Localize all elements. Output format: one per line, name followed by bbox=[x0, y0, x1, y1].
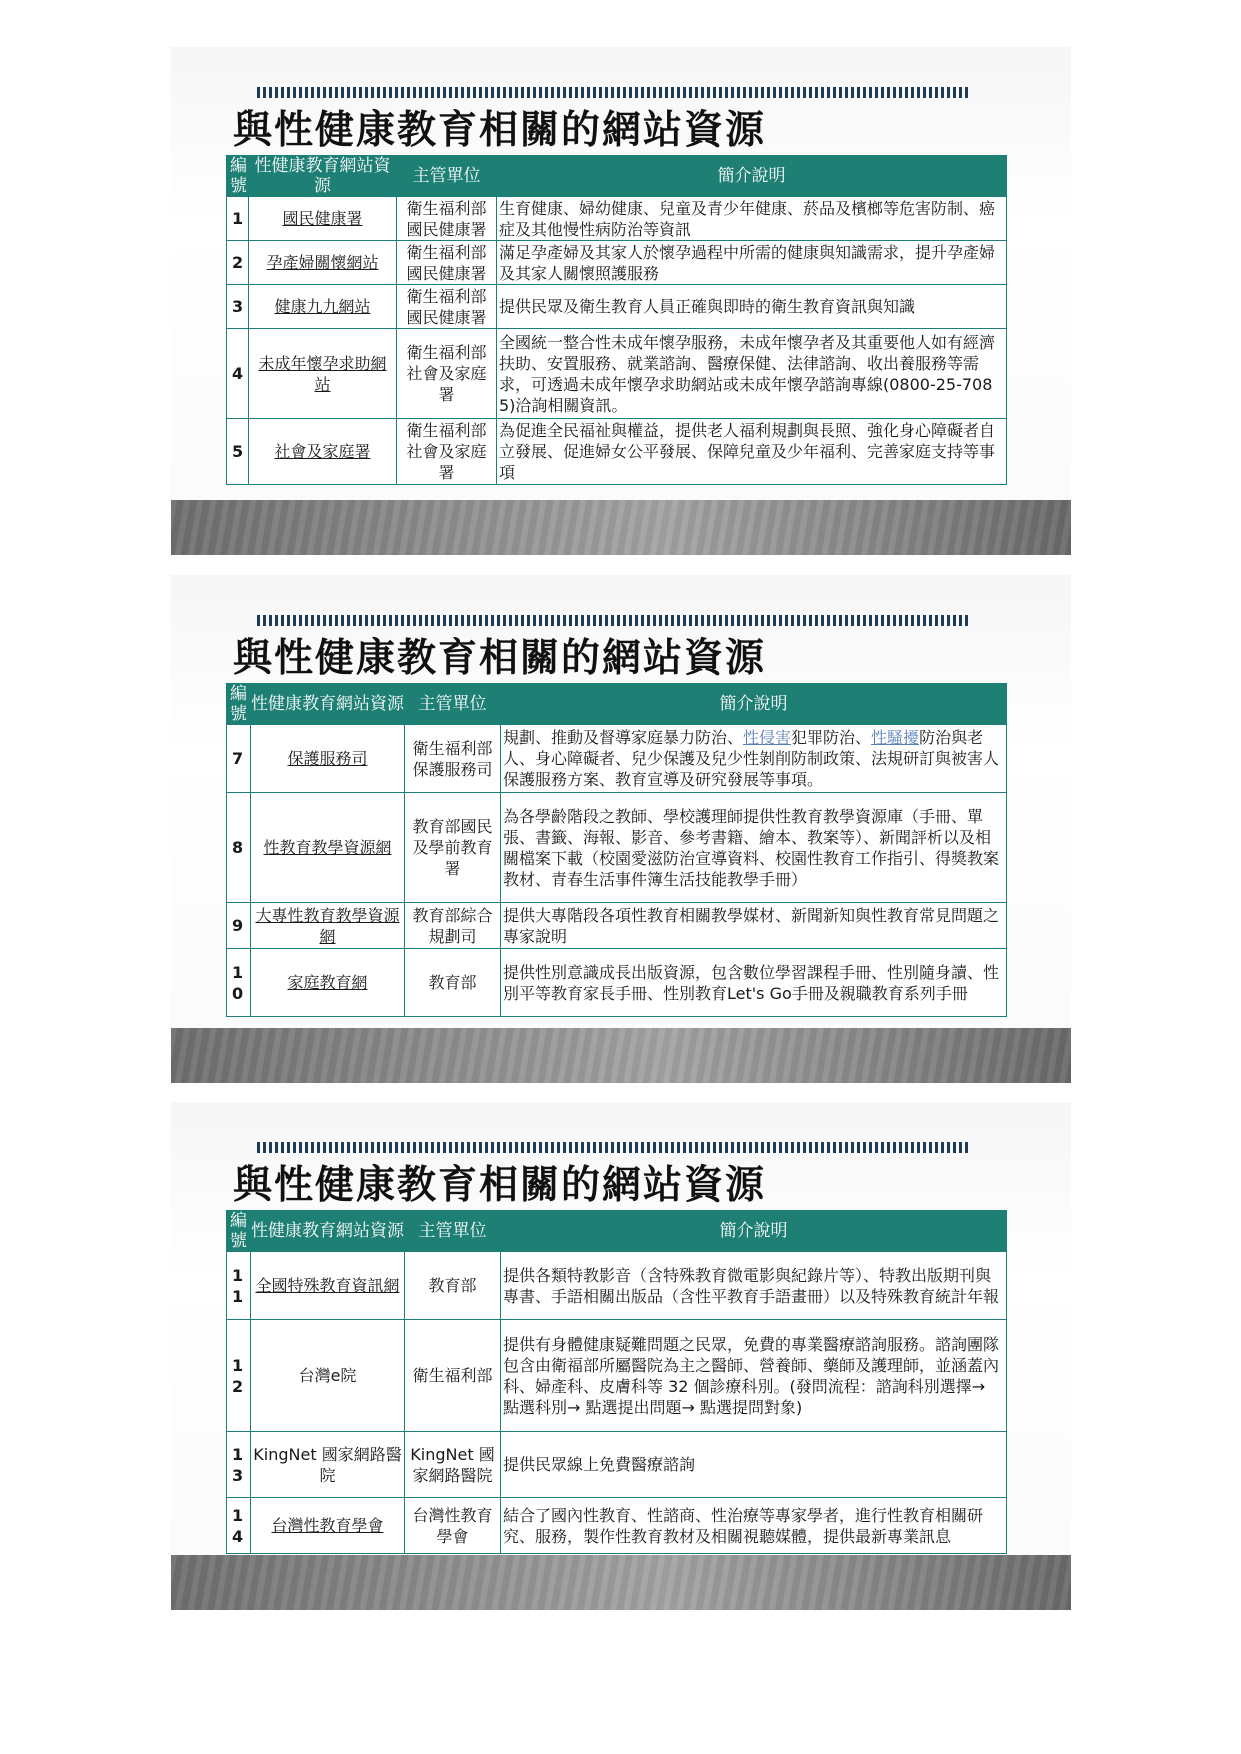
header-org: 主管單位 bbox=[397, 156, 497, 197]
site-link[interactable]: 健康九九網站 bbox=[249, 285, 397, 329]
floor-background bbox=[171, 1028, 1071, 1083]
table-header-row bbox=[227, 156, 1007, 197]
slide-title: 與性健康教育相關的網站資源 bbox=[233, 108, 767, 153]
table-row bbox=[227, 1432, 1007, 1498]
header-num: 編號 bbox=[227, 684, 251, 725]
header-num: 編號 bbox=[227, 156, 249, 197]
decorative-hatch-bar bbox=[257, 1142, 969, 1153]
resource-table bbox=[226, 683, 1007, 1017]
table-row bbox=[227, 725, 1007, 793]
row-num: 3 bbox=[227, 285, 249, 329]
header-org: 主管單位 bbox=[405, 684, 501, 725]
org-cell: 教育部國民及學前教育署 bbox=[405, 793, 501, 903]
desc-text: 犯罪防治、 bbox=[791, 728, 872, 747]
org-cell: 衛生福利部國民健康署 bbox=[397, 241, 497, 285]
desc-cell: 提供各類特教影音（含特殊教育微電影與紀錄片等）、特教出版期刊與專書、手語相關出版品（含性平教育手語畫冊）以及特殊教育統計年報 bbox=[501, 1252, 1007, 1320]
org-cell: 教育部 bbox=[405, 1252, 501, 1320]
table-row bbox=[227, 903, 1007, 949]
site-link[interactable]: KingNet 國家網路醫院 bbox=[251, 1432, 405, 1498]
table-row bbox=[227, 329, 1007, 419]
table-row bbox=[227, 1498, 1007, 1554]
desc-cell: 結合了國內性教育、性諮商、性治療等專家學者，進行性教育相關研究、服務，製作性教育教材及相關視聽媒體，提供最新專業訊息 bbox=[501, 1498, 1007, 1554]
org-cell: 衛生福利部國民健康署 bbox=[397, 197, 497, 241]
desc-cell: 提供民眾線上免費醫療諮詢 bbox=[501, 1432, 1007, 1498]
org-cell: 衛生福利部 bbox=[405, 1320, 501, 1432]
org-cell: KingNet 國家網路醫院 bbox=[405, 1432, 501, 1498]
desc-cell: 提供有身體健康疑難問題之民眾，免費的專業醫療諮詢服務。諮詢團隊包含由衛福部所屬醫院為主之醫師、營養師、藥師及護理師，並涵蓋內科、婦產科、皮膚科等 32 個診療科別。(發問流程：諮詢科別選擇→ 點選科別→ 點選提出問題→ 點選提問對象) bbox=[501, 1320, 1007, 1432]
table-row bbox=[227, 949, 1007, 1017]
header-desc: 簡介說明 bbox=[497, 156, 1007, 197]
org-cell: 衛生福利部保護服務司 bbox=[405, 725, 501, 793]
table-row bbox=[227, 793, 1007, 903]
slide-1 bbox=[171, 47, 1071, 555]
header-org: 主管單位 bbox=[405, 1211, 501, 1252]
org-cell: 教育部綜合規劃司 bbox=[405, 903, 501, 949]
site-link[interactable]: 大專性教育教學資源網 bbox=[251, 903, 405, 949]
site-link[interactable]: 性教育教學資源網 bbox=[251, 793, 405, 903]
floor-background bbox=[171, 1555, 1071, 1610]
row-num: 9 bbox=[227, 903, 251, 949]
desc-text: 防治與老人、身心障礙者、兒少保護及兒少性剝削防制政策、法規研訂與被害人保護服務方案、教育宣導及研究發展等事項。 bbox=[503, 728, 1000, 789]
site-link[interactable]: 家庭教育網 bbox=[251, 949, 405, 1017]
row-num: 10 bbox=[227, 949, 251, 1017]
desc-cell: 為促進全民福祉與權益，提供老人福利規劃與長照、強化身心障礙者自立發展、促進婦女公平發展、保障兒童及少年福利、完善家庭支持等事項 bbox=[497, 419, 1007, 485]
decorative-hatch-bar bbox=[257, 87, 969, 98]
org-cell: 衛生福利部社會及家庭署 bbox=[397, 419, 497, 485]
org-cell: 衛生福利部國民健康署 bbox=[397, 285, 497, 329]
slide-3 bbox=[171, 1102, 1071, 1610]
desc-cell: 提供性別意識成長出版資源，包含數位學習課程手冊、性別隨身讀、性別平等教育家長手冊、性別教育Let's Go手冊及親職教育系列手冊 bbox=[501, 949, 1007, 1017]
slide-2 bbox=[171, 575, 1071, 1083]
row-num: 11 bbox=[227, 1252, 251, 1320]
decorative-hatch-bar bbox=[257, 615, 969, 626]
row-num: 13 bbox=[227, 1432, 251, 1498]
row-num: 8 bbox=[227, 793, 251, 903]
resource-table bbox=[226, 1210, 1007, 1554]
site-link[interactable]: 保護服務司 bbox=[251, 725, 405, 793]
desc-cell bbox=[501, 725, 1007, 793]
slide-title: 與性健康教育相關的網站資源 bbox=[233, 1163, 767, 1208]
site-link[interactable]: 台灣e院 bbox=[251, 1320, 405, 1432]
row-num: 2 bbox=[227, 241, 249, 285]
header-site: 性健康教育網站資源 bbox=[251, 1211, 405, 1252]
row-num: 1 bbox=[227, 197, 249, 241]
org-cell: 教育部 bbox=[405, 949, 501, 1017]
table-row bbox=[227, 1320, 1007, 1432]
desc-cell: 提供大專階段各項性教育相關教學媒材、新聞新知與性教育常見問題之專家說明 bbox=[501, 903, 1007, 949]
header-num: 編號 bbox=[227, 1211, 251, 1252]
desc-text: 規劃、推動及督導家庭暴力防治、 bbox=[503, 728, 744, 747]
header-site: 性健康教育網站資源 bbox=[251, 684, 405, 725]
desc-cell: 生育健康、婦幼健康、兒童及青少年健康、菸品及檳榔等危害防制、癌症及其他慢性病防治等資訊 bbox=[497, 197, 1007, 241]
site-link[interactable]: 社會及家庭署 bbox=[249, 419, 397, 485]
site-link[interactable]: 國民健康署 bbox=[249, 197, 397, 241]
site-link[interactable]: 全國特殊教育資訊網 bbox=[251, 1252, 405, 1320]
org-cell: 台灣性教育學會 bbox=[405, 1498, 501, 1554]
row-num: 5 bbox=[227, 419, 249, 485]
site-link[interactable]: 未成年懷孕求助網站 bbox=[249, 329, 397, 419]
table-row bbox=[227, 285, 1007, 329]
desc-cell: 提供民眾及衛生教育人員正確與即時的衛生教育資訊與知識 bbox=[497, 285, 1007, 329]
table-header-row bbox=[227, 1211, 1007, 1252]
row-num: 12 bbox=[227, 1320, 251, 1432]
resource-table bbox=[226, 155, 1007, 485]
desc-cell: 為各學齡階段之教師、學校護理師提供性教育教學資源庫（手冊、單張、書籤、海報、影音、參考書籍、繪本、教案等）、新聞評析以及相關檔案下載（校園愛滋防治宣導資料、校園性教育工作指引、得獎教案教材、青春生活事件簿生活技能教學手冊） bbox=[501, 793, 1007, 903]
inline-link[interactable]: 性騷擾 bbox=[871, 728, 920, 747]
site-link[interactable]: 台灣性教育學會 bbox=[251, 1498, 405, 1554]
table-row bbox=[227, 241, 1007, 285]
table-row bbox=[227, 1252, 1007, 1320]
org-cell: 衛生福利部社會及家庭署 bbox=[397, 329, 497, 419]
site-link[interactable]: 孕產婦關懷網站 bbox=[249, 241, 397, 285]
table-header-row bbox=[227, 684, 1007, 725]
row-num: 7 bbox=[227, 725, 251, 793]
row-num: 4 bbox=[227, 329, 249, 419]
table-row bbox=[227, 419, 1007, 485]
floor-background bbox=[171, 500, 1071, 555]
header-site: 性健康教育網站資源 bbox=[249, 156, 397, 197]
row-num: 14 bbox=[227, 1498, 251, 1554]
inline-link[interactable]: 性侵害 bbox=[743, 728, 792, 747]
slide-title: 與性健康教育相關的網站資源 bbox=[233, 636, 767, 681]
table-row bbox=[227, 197, 1007, 241]
header-desc: 簡介說明 bbox=[501, 1211, 1007, 1252]
header-desc: 簡介說明 bbox=[501, 684, 1007, 725]
desc-cell: 滿足孕產婦及其家人於懷孕過程中所需的健康與知識需求，提升孕產婦及其家人關懷照護服務 bbox=[497, 241, 1007, 285]
desc-cell: 全國統一整合性未成年懷孕服務，未成年懷孕者及其重要他人如有經濟扶助、安置服務、就業諮詢、醫療保健、法律諮詢、收出養服務等需求，可透過未成年懷孕求助網站或未成年懷孕諮詢專線(0800-25-7085)洽詢相關資訊。 bbox=[497, 329, 1007, 419]
